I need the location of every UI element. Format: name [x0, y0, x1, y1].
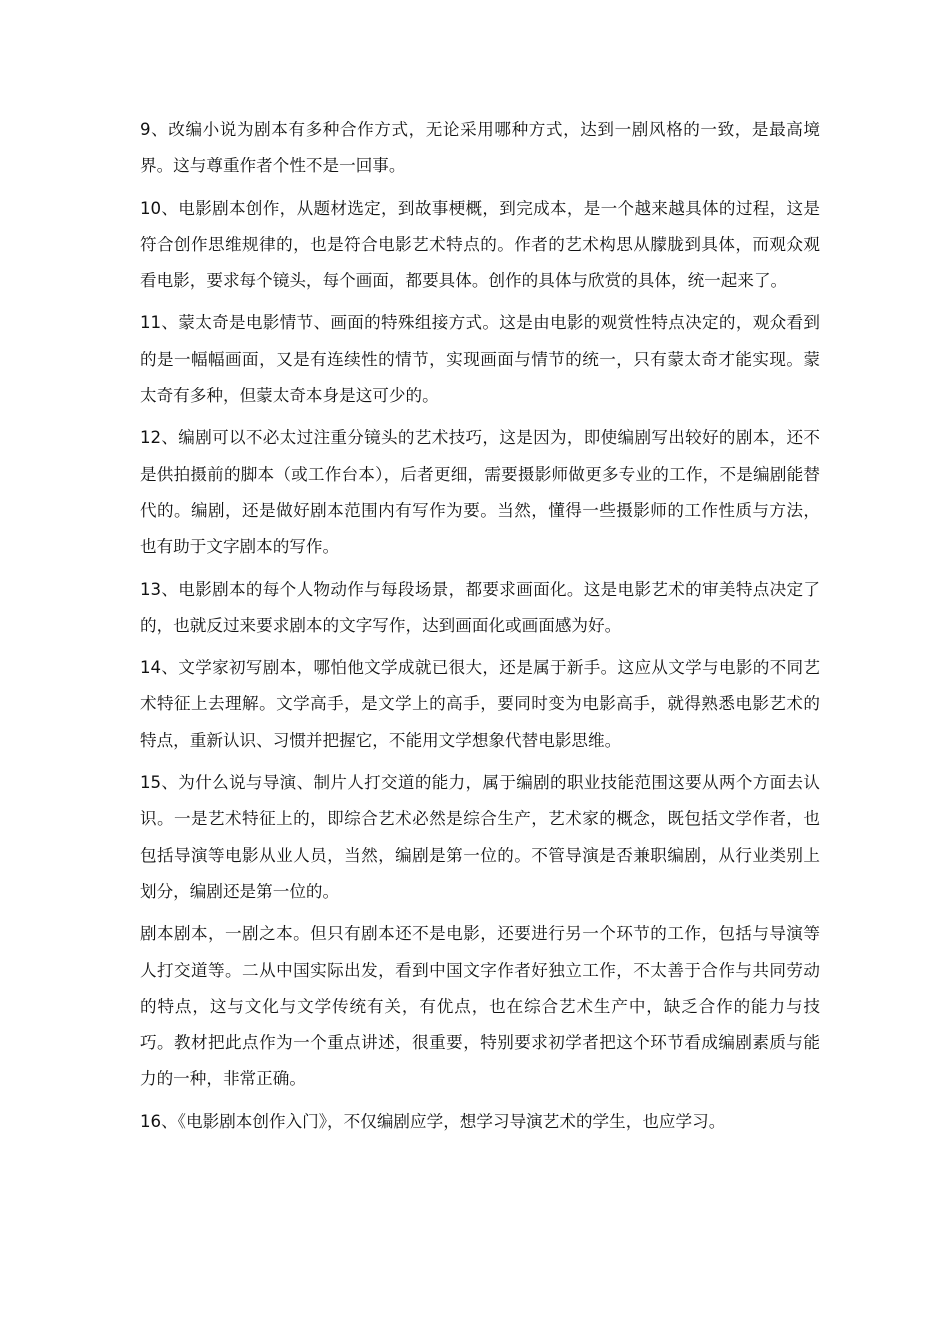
paragraph-13: 13、电影剧本的每个人物动作与每段场景，都要求画面化。这是电影艺术的审美特点决定了的，也就反过来要求剧本的文字写作，达到画面化或画面感为好。: [140, 579, 820, 635]
paragraph-14: 14、文学家初写剧本，哪怕他文学成就已很大，还是属于新手。这应从文学与电影的不同艺术特征上去理解。文学高手，是文学上的高手，要同时变为电影高手，就得熟悉电影艺术的特点，重新认识、习惯并把握它，不能用文学想象代替电影思维。: [140, 658, 820, 750]
paragraph-11: 11、蒙太奇是电影情节、画面的特殊组接方式。这是由电影的观赏性特点决定的，观众看到的是一幅幅画面，又是有连续性的情节，实现画面与情节的统一，只有蒙太奇才能实现。蒙太奇有多种，但蒙太奇本身是这可少的。: [140, 313, 820, 406]
paragraph-16: 16、《电影剧本创作入门》，不仅编剧应学，想学习导演艺术的学生，也应学习。: [140, 1111, 726, 1131]
paragraph-15-continued: 剧本剧本，一剧之本。但只有剧本还不是电影，还要进行另一个环节的工作，包括与导演等人打交道等。二从中国实际出发，看到中国文字作者好独立工作，不太善于合作与共同劳动的特点，这与文化与文学传统有关，有优点，也在综合艺术生产中，缺乏合作的能力与技巧。教材把此点作为一个重点讲述，很重要，特别要求初学者把这个环节看成编剧素质与能力的一种，非常正确。: [140, 924, 820, 1089]
paragraph-9: 9、改编小说为剧本有多种合作方式，无论采用哪种方式，达到一剧风格的一致，是最高境界。这与尊重作者个性不是一回事。: [140, 120, 820, 176]
document-body: [140, 112, 820, 1146]
paragraph-12: 12、编剧可以不必太过注重分镜头的艺术技巧，这是因为，即使编剧写出较好的剧本，还不是供拍摄前的脚本（或工作台本），后者更细，需要摄影师做更多专业的工作，不是编剧能替代的。编剧，还是做好剧本范围内有写作为要。当然，懂得一些摄影师的工作性质与方法，也有助于文字剧本的写作。: [140, 428, 820, 557]
paragraph-10: 10、电影剧本创作，从题材选定，到故事梗概，到完成本，是一个越来越具体的过程，这是符合创作思维规律的，也是符合电影艺术特点的。作者的艺术构思从朦胧到具体，而观众观看电影，要求每个镜头，每个画面，都要具体。创作的具体与欣赏的具体，统一起来了。: [140, 198, 820, 291]
paragraph-15: 15、为什么说与导演、制片人打交道的能力，属于编剧的职业技能范围这要从两个方面去认识。一是艺术特征上的，即综合艺术必然是综合生产，艺术家的概念，既包括文学作者，也包括导演等电影从业人员，当然，编剧是第一位的。不管导演是否兼职编剧，从行业类别上划分，编剧还是第一位的。: [140, 773, 820, 901]
